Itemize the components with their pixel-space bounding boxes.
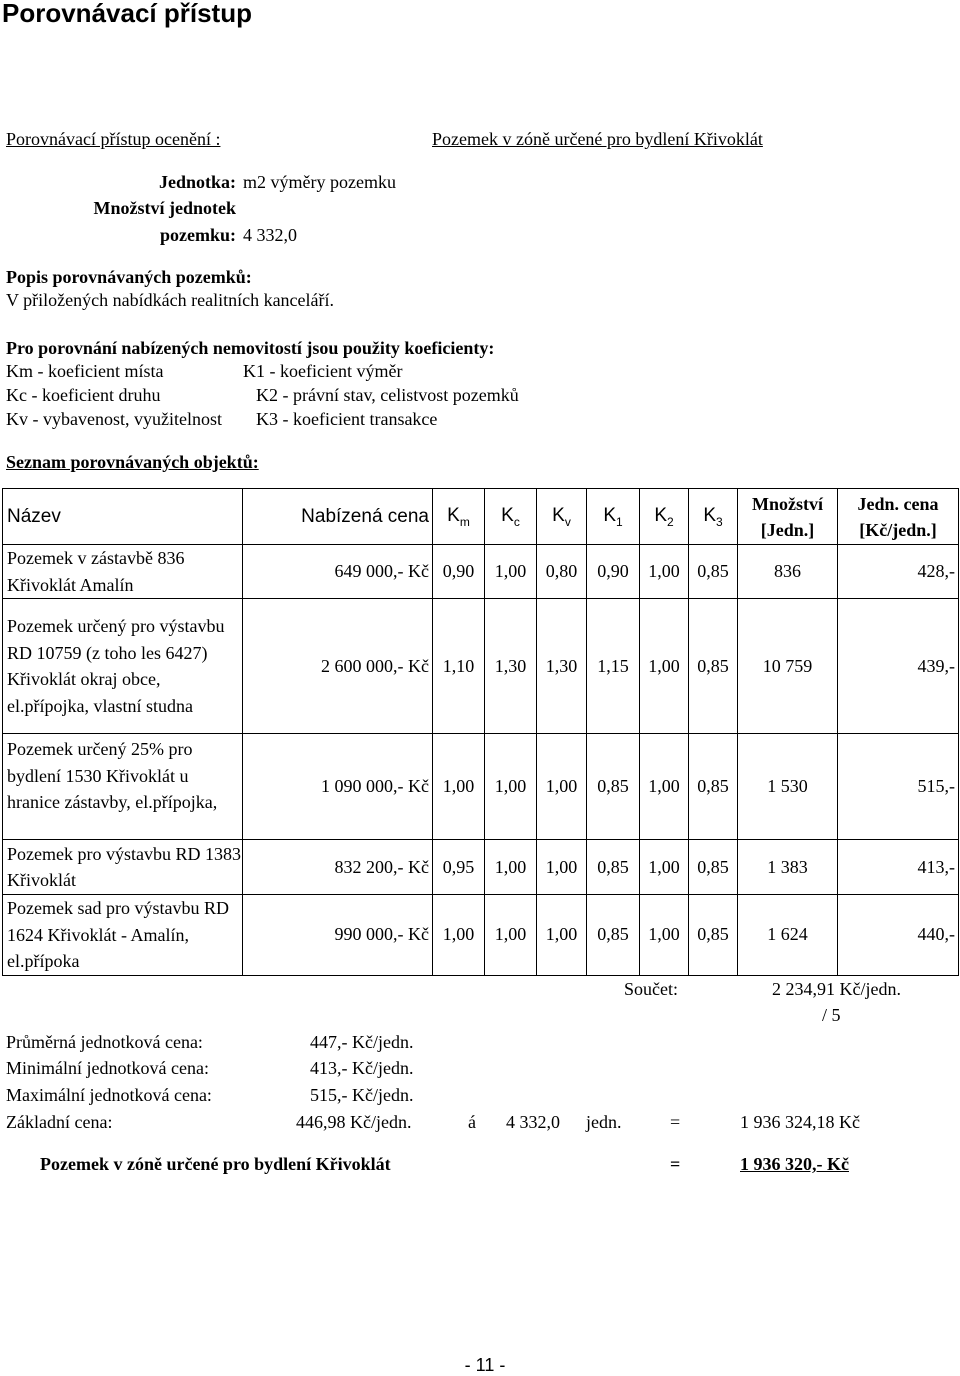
total-value: 1 936 324,18 Kč [740,1112,860,1132]
row-name: Pozemek v zástavbě 836 Křivoklát Amalín [3,545,243,599]
row-k1: 0,90 [587,545,640,599]
max-price-value: 515,- Kč/jedn. [310,1085,414,1105]
row-k3: 0,85 [689,734,738,840]
row-kc: 1,00 [485,734,537,840]
row-price: 2 600 000,- Kč [243,599,433,734]
final-value: 1 936 320,- Kč [740,1154,849,1174]
row-kv: 1,00 [537,734,587,840]
row-k2: 1,00 [640,599,689,734]
average-price-label: Průměrná jednotková cena: [6,1032,203,1052]
objects-list-heading: Seznam porovnávaných objektů: [6,452,259,472]
base-quantity-unit: jedn. [586,1112,622,1132]
min-price-label: Minimální jednotková cena: [6,1058,209,1078]
row-km: 1,00 [433,895,485,976]
row-unit-price: 439,- [838,599,959,734]
base-price-label: Základní cena: [6,1112,113,1132]
section-heading: Porovnávací přístup ocenění : [6,129,221,149]
row-quantity: 1 383 [738,840,838,895]
coefficient-k1: K1 - koeficient výměr [243,361,403,381]
quantity-value: 4 332,0 [243,225,297,245]
multiply-symbol: á [468,1112,476,1132]
final-label: Pozemek v zóně určené pro bydlení Křivoklát [40,1154,391,1174]
row-k2: 1,00 [640,734,689,840]
row-price: 1 090 000,- Kč [243,734,433,840]
row-kc: 1,00 [485,895,537,976]
row-kc: 1,30 [485,599,537,734]
header-kv: $K_v$ [537,489,587,545]
coefficient-km: Km - koeficient místa [6,361,164,381]
header-k1: $K_1$ [587,489,640,545]
sum-value: 2 234,91 Kč/jedn. [772,979,901,999]
row-kv: 1,00 [537,895,587,976]
min-price-value: 413,- Kč/jedn. [310,1058,414,1078]
max-price-label: Maximální jednotková cena: [6,1085,212,1105]
description-text: V přiložených nabídkách realitních kanceláří. [6,290,335,310]
equals-symbol: = [670,1112,681,1132]
row-km: 0,95 [433,840,485,895]
row-unit-price: 515,- [838,734,959,840]
row-kv: 0,80 [537,545,587,599]
row-name: Pozemek pro výstavbu RD 1383 Křivoklát [3,840,243,895]
base-quantity: 4 332,0 [506,1112,560,1132]
sum-label: Součet: [624,979,678,999]
row-quantity: 1 530 [738,734,838,840]
row-name: Pozemek určený 25% pro bydlení 1530 Křivoklát u hranice zástavby, el.přípojka, [3,734,243,840]
header-km: $K_m$ [433,489,485,545]
row-quantity: 10 759 [738,599,838,734]
coefficient-kv: Kv - vybavenost, využitelnost [6,409,222,429]
sum-divisor: / 5 [822,1005,841,1025]
base-price-value: 446,98 Kč/jedn. [296,1112,412,1132]
row-k1: 1,15 [587,599,640,734]
row-km: 1,10 [433,599,485,734]
average-price-value: 447,- Kč/jedn. [310,1032,414,1052]
row-k1: 0,85 [587,734,640,840]
row-k2: 1,00 [640,895,689,976]
unit-value: m2 výměry pozemku [243,172,396,192]
row-k3: 0,85 [689,545,738,599]
row-quantity: 1 624 [738,895,838,976]
header-k3: $K_3$ [689,489,738,545]
row-kc: 1,00 [485,545,537,599]
comparison-table [2,488,959,976]
property-heading: Pozemek v zóně určené pro bydlení Křivoklát [432,129,763,149]
coefficient-kc: Kc - koeficient druhu [6,385,161,405]
header-kc: $K_c$ [485,489,537,545]
table-row [3,545,959,599]
row-km: 0,90 [433,545,485,599]
table-header-row [3,489,959,545]
coefficients-heading: Pro porovnání nabízených nemovitostí jsou použity koeficienty: [6,338,495,358]
unit-label: Jednotka: [158,172,236,192]
header-name: Název [3,489,243,545]
table-row [3,895,959,976]
page-title: Porovnávací přístup [2,0,252,28]
row-price: 832 200,- Kč [243,840,433,895]
row-kv: 1,30 [537,599,587,734]
header-unit-price: Jedn. cena [Kč/jedn.] [838,489,959,545]
row-k2: 1,00 [640,545,689,599]
row-k3: 0,85 [689,599,738,734]
quantity-label-line1: Množství jednotek [93,198,236,218]
page-number: - 11 - [464,1355,506,1375]
coefficient-k2: K2 - právní stav, celistvost pozemků [256,385,519,405]
row-quantity: 836 [738,545,838,599]
description-heading: Popis porovnávaných pozemků: [6,267,252,287]
row-k3: 0,85 [689,840,738,895]
row-kc: 1,00 [485,840,537,895]
row-k2: 1,00 [640,840,689,895]
header-quantity: Množství [Jedn.] [738,489,838,545]
header-price: Nabízená cena [243,489,433,545]
final-equals: = [670,1154,681,1174]
row-unit-price: 413,- [838,840,959,895]
quantity-label-line2: pozemku: [160,225,236,245]
row-unit-price: 428,- [838,545,959,599]
row-k3: 0,85 [689,895,738,976]
row-name: Pozemek sad pro výstavbu RD 1624 Křivoklát - Amalín, el.přípoka [3,895,243,976]
row-k1: 0,85 [587,840,640,895]
row-k1: 0,85 [587,895,640,976]
row-name: Pozemek určený pro výstavbu RD 10759 (z toho les 6427) Křivoklát okraj obce, el.přípojka, vlastní studna [3,599,243,734]
header-k2: $K_2$ [640,489,689,545]
row-kv: 1,00 [537,840,587,895]
table-row [3,599,959,734]
row-unit-price: 440,- [838,895,959,976]
row-price: 990 000,- Kč [243,895,433,976]
row-price: 649 000,- Kč [243,545,433,599]
row-km: 1,00 [433,734,485,840]
table-row [3,840,959,895]
table-row [3,734,959,840]
coefficient-k3: K3 - koeficient transakce [256,409,438,429]
